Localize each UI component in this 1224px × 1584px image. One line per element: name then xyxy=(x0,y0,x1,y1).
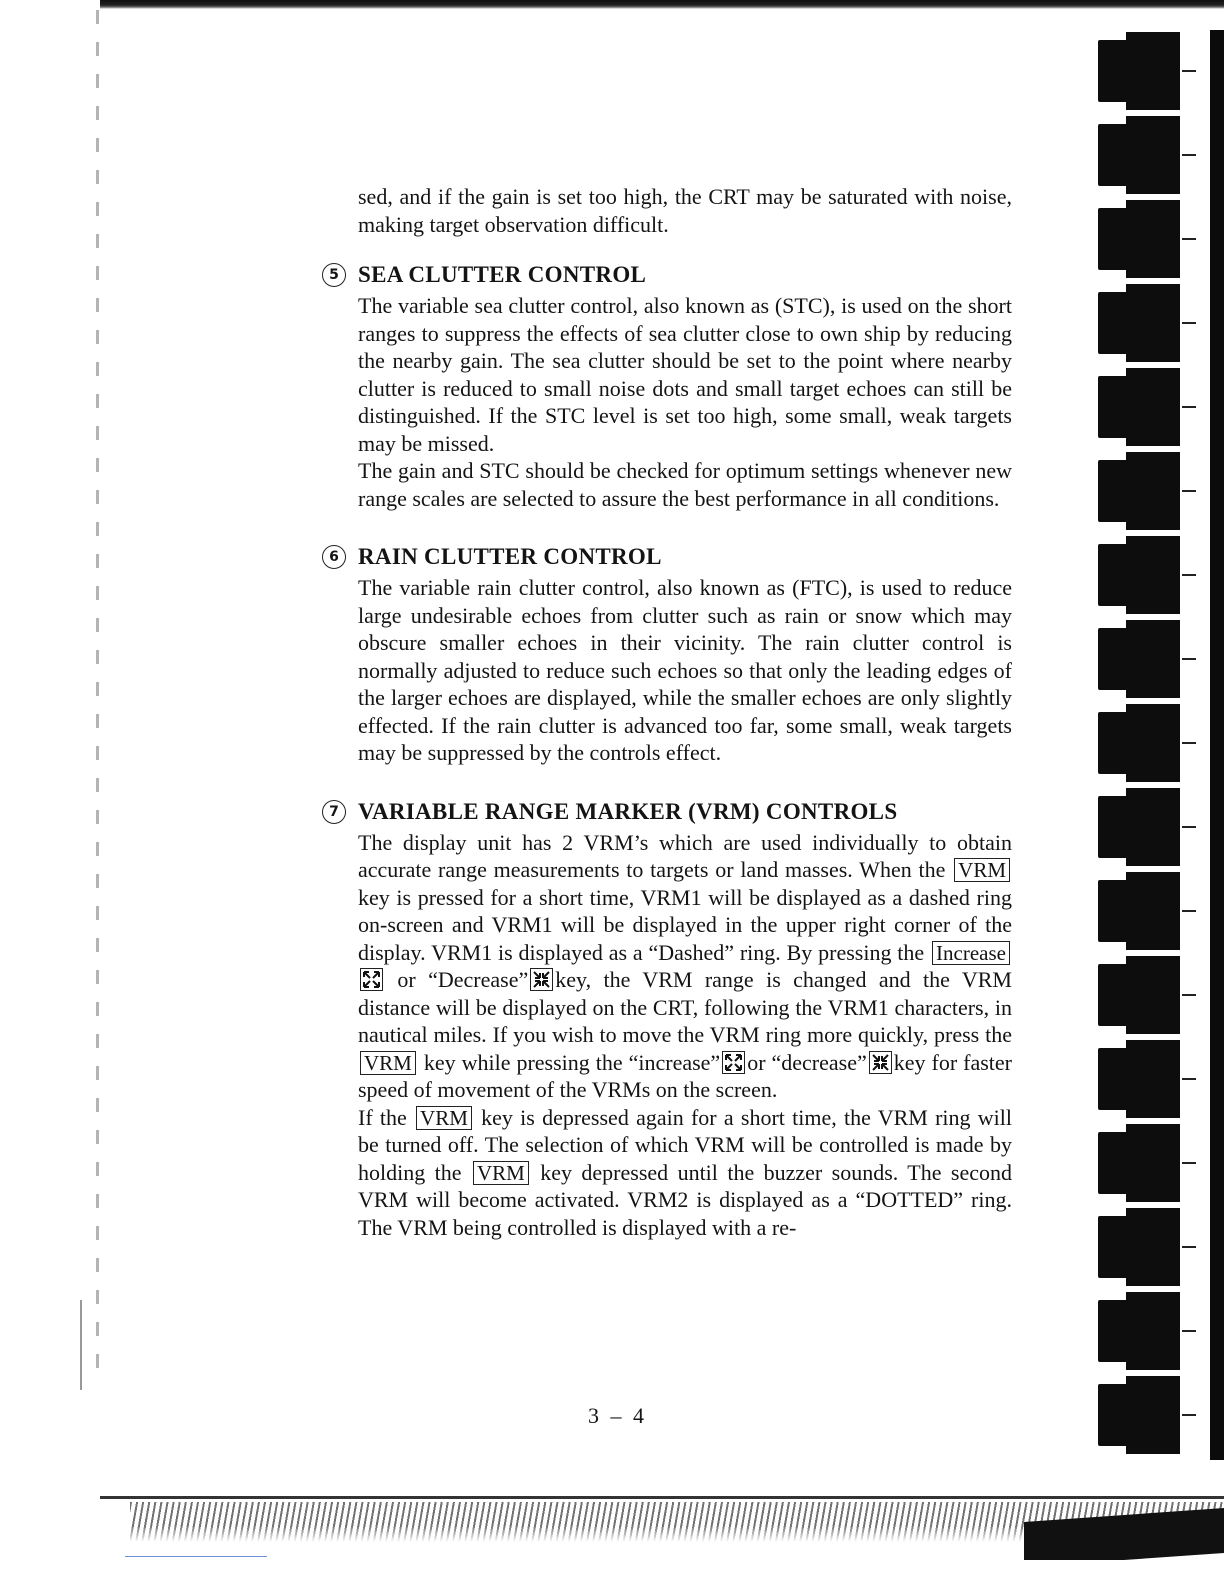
section-title: VARIABLE RANGE MARKER (VRM) CONTROLS xyxy=(358,798,898,824)
vrm-key: VRM xyxy=(360,1051,416,1075)
section-body xyxy=(300,574,1012,767)
text-run: The display unit has 2 VRM’s which are used individually to obtain accurate range measurements to targets or land masses. When the xyxy=(358,829,1012,882)
increase-arrows-icon xyxy=(722,1051,745,1074)
binding-ring xyxy=(1090,786,1224,872)
section-body xyxy=(300,292,1012,512)
scan-left-mark xyxy=(80,1300,82,1390)
binding-ring xyxy=(1090,1290,1224,1376)
decrease-arrows-icon xyxy=(530,968,553,991)
page-number: 3 – 4 xyxy=(588,1403,647,1428)
increase-key: Increase xyxy=(932,941,1010,965)
text-run: key is pressed for a short time, VRM1 will be displayed as a dashed ring on-screen and VRM1 will be displayed in the upper right corner of the display. VRM1 is displayed as a “Dashed” ring. By pressing the xyxy=(358,884,1012,965)
scan-bottom-band xyxy=(100,1496,1224,1499)
text-run: or “decrease” xyxy=(747,1049,867,1075)
vrm-key: VRM xyxy=(416,1106,472,1130)
paragraph xyxy=(358,829,1012,1104)
section-vrm-controls xyxy=(300,797,1012,1242)
text-run: key is depressed again for a short time, the VRM ring will be turned off. The selection of which VRM will be controlled is made by holding the xyxy=(358,1104,1012,1185)
scan-left-edge xyxy=(96,10,99,1380)
section-sea-clutter xyxy=(300,260,1012,512)
binding-ring xyxy=(1090,954,1224,1040)
binding-ring xyxy=(1090,1206,1224,1292)
text-run: or “Decrease” xyxy=(397,967,529,992)
vrm-key: VRM xyxy=(954,858,1010,882)
binding-ring xyxy=(1090,618,1224,704)
increase-arrows-icon xyxy=(360,968,383,991)
text-run: key while pressing the “increase” xyxy=(423,1049,721,1075)
paragraph: The variable rain clutter control, also known as (FTC), is used to reduce large undesirable echoes from clutter such as rain or snow which may obscure smaller echoes in their vicinity. The rain clutter control is normally adjusted to reduce such echoes so that only the leading edges of the larger echoes are displayed, while the smaller echoes are only slightly effected. If the rain clutter is advanced too far, some small, weak targets may be suppressed by the controls effect. xyxy=(358,575,1012,765)
intro-paragraph: sed, and if the gain is set too high, the CRT may be saturated with noise, making target observation difficult. xyxy=(358,184,1012,237)
decrease-arrows-icon xyxy=(869,1051,892,1074)
paragraph xyxy=(358,1104,1012,1242)
binding-ring xyxy=(1090,366,1224,452)
binding-ring xyxy=(1090,282,1224,368)
scan-bottom-edge xyxy=(100,1490,1224,1560)
binding-ring xyxy=(1090,534,1224,620)
binding-ring xyxy=(1090,30,1224,116)
text-run: key, the VRM range is changed and the VRM distance will be displayed on the CRT, following the VRM1 characters, in nautical miles. If you wish to move the VRM ring more quickly, press the xyxy=(358,967,1012,1047)
binding-ring xyxy=(1090,702,1224,788)
scan-top-edge xyxy=(100,0,1224,9)
binding-ring xyxy=(1090,870,1224,956)
page-content xyxy=(300,183,1012,1241)
binding-ring xyxy=(1090,1038,1224,1124)
binding-ring xyxy=(1090,114,1224,200)
vrm-key: VRM xyxy=(473,1161,529,1185)
section-number: 6 xyxy=(322,545,346,569)
text-run: If the xyxy=(358,1104,407,1130)
binding-ring xyxy=(1090,1374,1224,1460)
section-number: 5 xyxy=(322,263,346,287)
paragraph: The variable sea clutter control, also known as (STC), is used on the short ranges to suppress the effects of sea clutter close to own ship by reducing the nearby gain. The sea clutter should be set to the point where nearby clutter is reduced to small noise dots and small target echoes can still be distinguished. If the STC level is set too high, some small, weak targets may be missed. xyxy=(358,293,1012,456)
section-body xyxy=(300,829,1012,1242)
scan-blue-line xyxy=(125,1556,267,1557)
section-title: RAIN CLUTTER CONTROL xyxy=(358,544,662,569)
binding-ring xyxy=(1090,198,1224,284)
section-title: SEA CLUTTER CONTROL xyxy=(358,262,647,287)
paragraph: The gain and STC should be checked for optimum settings whenever new range scales are selected to assure the best performance in all conditions. xyxy=(358,458,1012,511)
binding-ring xyxy=(1090,450,1224,536)
binding-ring xyxy=(1090,1122,1224,1208)
spiral-binding xyxy=(1090,30,1224,1490)
section-rain-clutter xyxy=(300,542,1012,767)
section-number: 7 xyxy=(322,800,346,824)
text-run: key depressed until the buzzer sounds. The second VRM will become activated. VRM2 is displayed as a “DOTTED” ring. The VRM being controlled is displayed with a re- xyxy=(358,1159,1013,1240)
text-run: key for faster speed of movement of the VRMs on the screen. xyxy=(358,1049,1012,1102)
